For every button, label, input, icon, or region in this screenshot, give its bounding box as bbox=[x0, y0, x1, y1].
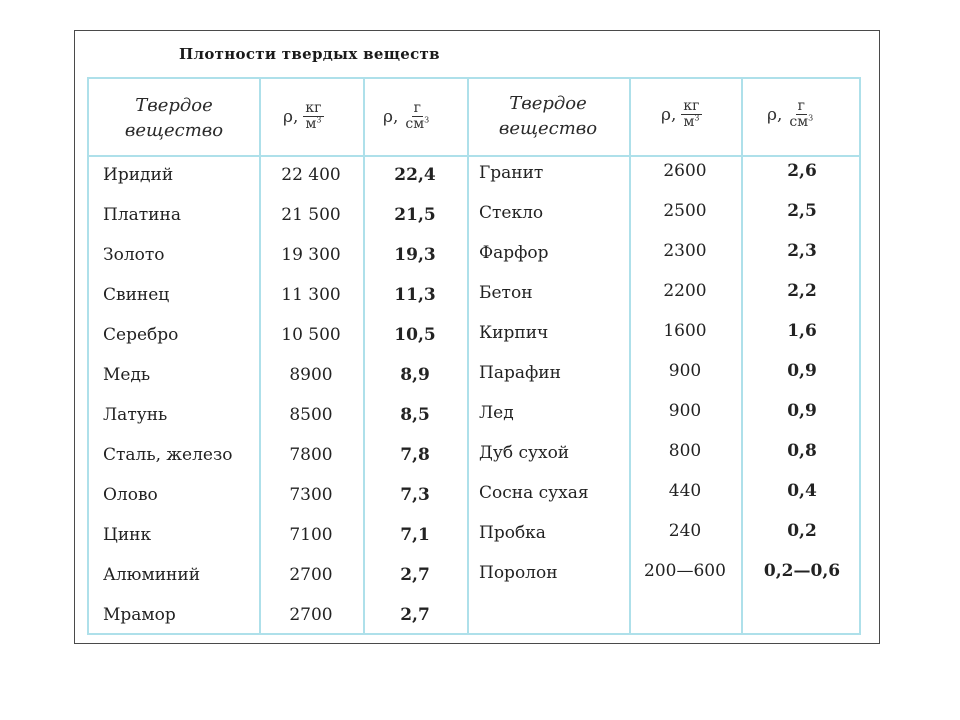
right-row-g: 0,8 bbox=[787, 441, 817, 461]
right-row-g: 0,9 bbox=[787, 401, 817, 421]
unit-den-text: см bbox=[789, 114, 809, 130]
table-title: Плотности твердых веществ bbox=[179, 45, 440, 63]
left-row-g: 21,5 bbox=[394, 205, 436, 225]
right-row-name: Кирпич bbox=[479, 323, 549, 343]
column-divider bbox=[259, 79, 261, 633]
left-row-g: 7,1 bbox=[400, 525, 430, 545]
unit-den-text: м bbox=[683, 114, 695, 130]
right-row-g: 2,5 bbox=[787, 201, 817, 221]
unit-denominator bbox=[681, 115, 701, 130]
left-row-g: 7,3 bbox=[400, 485, 430, 505]
left-row-kg: 22 400 bbox=[281, 165, 341, 185]
right-row-kg: 900 bbox=[668, 401, 702, 421]
right-row-kg: 200—600 bbox=[644, 561, 726, 581]
unit-cube: 3 bbox=[316, 115, 322, 125]
right-row-g: 0,4 bbox=[787, 481, 817, 501]
left-row-g: 8,5 bbox=[400, 405, 430, 425]
left-row-name: Платина bbox=[103, 205, 181, 225]
left-row-kg: 10 500 bbox=[281, 325, 341, 345]
left-row-g: 11,3 bbox=[394, 285, 436, 305]
left-row-name: Цинк bbox=[103, 525, 152, 545]
unit-denominator bbox=[303, 117, 323, 132]
left-row-g: 2,7 bbox=[400, 605, 430, 625]
unit-g-per-cm3 bbox=[787, 99, 815, 130]
right-row-kg: 2600 bbox=[663, 161, 707, 181]
right-row-kg: 240 bbox=[668, 521, 702, 541]
right-row-name: Бетон bbox=[479, 283, 533, 303]
left-row-name: Золото bbox=[103, 245, 165, 265]
document-frame bbox=[74, 30, 880, 644]
unit-cube: 3 bbox=[424, 115, 430, 125]
left-row-name: Иридий bbox=[103, 165, 174, 185]
left-row-kg: 7300 bbox=[289, 485, 333, 505]
header-substance-line2: вещество bbox=[124, 120, 224, 141]
left-row-g: 7,8 bbox=[400, 445, 430, 465]
left-row-kg: 19 300 bbox=[281, 245, 341, 265]
right-row-name: Лед bbox=[479, 403, 514, 423]
header-density-g-right bbox=[767, 99, 815, 130]
left-row-name: Медь bbox=[103, 365, 151, 385]
right-row-g: 1,6 bbox=[787, 321, 817, 341]
column-divider bbox=[363, 79, 365, 633]
header-density-kg-left bbox=[283, 101, 324, 132]
right-row-name: Гранит bbox=[479, 163, 544, 183]
header-substance-line1: Твердое bbox=[135, 95, 213, 116]
unit-numerator: кг bbox=[683, 98, 700, 114]
density-table bbox=[87, 77, 861, 635]
unit-numerator: г bbox=[797, 98, 805, 114]
right-row-kg: 800 bbox=[668, 441, 702, 461]
header-substance-left bbox=[89, 93, 259, 143]
left-row-name: Латунь bbox=[103, 405, 168, 425]
header-density-kg-right bbox=[661, 99, 702, 130]
right-row-g: 0,9 bbox=[787, 361, 817, 381]
left-row-kg: 8500 bbox=[289, 405, 333, 425]
right-row-name: Дуб сухой bbox=[479, 443, 570, 463]
left-row-kg: 8900 bbox=[289, 365, 333, 385]
unit-numerator: г bbox=[413, 100, 421, 116]
left-row-kg: 7800 bbox=[289, 445, 333, 465]
left-row-kg: 2700 bbox=[289, 565, 333, 585]
column-divider bbox=[741, 79, 743, 633]
right-row-kg: 2200 bbox=[663, 281, 707, 301]
left-row-g: 2,7 bbox=[400, 565, 430, 585]
left-row-g: 10,5 bbox=[394, 325, 436, 345]
right-row-g: 0,2—0,6 bbox=[763, 561, 841, 581]
right-row-g: 0,2 bbox=[787, 521, 817, 541]
right-row-name: Стекло bbox=[479, 203, 544, 223]
column-divider bbox=[629, 79, 631, 633]
right-row-name: Поролон bbox=[479, 563, 558, 583]
right-row-name: Пробка bbox=[479, 523, 546, 543]
right-row-kg: 440 bbox=[668, 481, 702, 501]
header-substance-line2: вещество bbox=[498, 118, 598, 139]
right-row-name: Фарфор bbox=[479, 243, 549, 263]
left-row-name: Серебро bbox=[103, 325, 179, 345]
unit-numerator: кг bbox=[305, 100, 322, 116]
unit-kg-per-m3 bbox=[681, 99, 701, 130]
rho-symbol: ρ, bbox=[767, 104, 783, 125]
left-row-name: Алюминий bbox=[103, 565, 201, 585]
unit-cube: 3 bbox=[694, 113, 700, 123]
right-row-kg: 2500 bbox=[663, 201, 707, 221]
left-row-name: Олово bbox=[103, 485, 158, 505]
rho-symbol: ρ, bbox=[383, 106, 399, 127]
left-row-name: Сталь, железо bbox=[103, 445, 233, 465]
right-row-kg: 900 bbox=[668, 361, 702, 381]
right-row-kg: 1600 bbox=[663, 321, 707, 341]
left-row-g: 19,3 bbox=[394, 245, 436, 265]
left-row-name: Свинец bbox=[103, 285, 170, 305]
left-row-kg: 2700 bbox=[289, 605, 333, 625]
header-substance-line1: Твердое bbox=[509, 93, 587, 114]
header-substance-right bbox=[467, 91, 629, 141]
unit-denominator bbox=[403, 117, 431, 132]
unit-kg-per-m3 bbox=[303, 101, 323, 132]
right-row-name: Парафин bbox=[479, 363, 561, 383]
right-row-kg: 2300 bbox=[663, 241, 707, 261]
unit-den-text: см bbox=[405, 116, 425, 132]
header-density-g-left bbox=[383, 101, 431, 132]
header-divider bbox=[89, 155, 859, 157]
unit-cube: 3 bbox=[808, 113, 814, 123]
left-row-kg: 7100 bbox=[289, 525, 333, 545]
unit-g-per-cm3 bbox=[403, 101, 431, 132]
left-row-kg: 11 300 bbox=[281, 285, 341, 305]
left-row-g: 22,4 bbox=[394, 165, 436, 185]
right-row-name: Сосна сухая bbox=[479, 483, 589, 503]
unit-den-text: м bbox=[305, 116, 317, 132]
unit-denominator bbox=[787, 115, 815, 130]
rho-symbol: ρ, bbox=[283, 106, 299, 127]
left-row-g: 8,9 bbox=[400, 365, 430, 385]
right-row-g: 2,3 bbox=[787, 241, 817, 261]
right-row-g: 2,2 bbox=[787, 281, 817, 301]
left-row-name: Мрамор bbox=[103, 605, 176, 625]
right-row-g: 2,6 bbox=[787, 161, 817, 181]
left-row-kg: 21 500 bbox=[281, 205, 341, 225]
column-divider bbox=[467, 79, 469, 633]
rho-symbol: ρ, bbox=[661, 104, 677, 125]
